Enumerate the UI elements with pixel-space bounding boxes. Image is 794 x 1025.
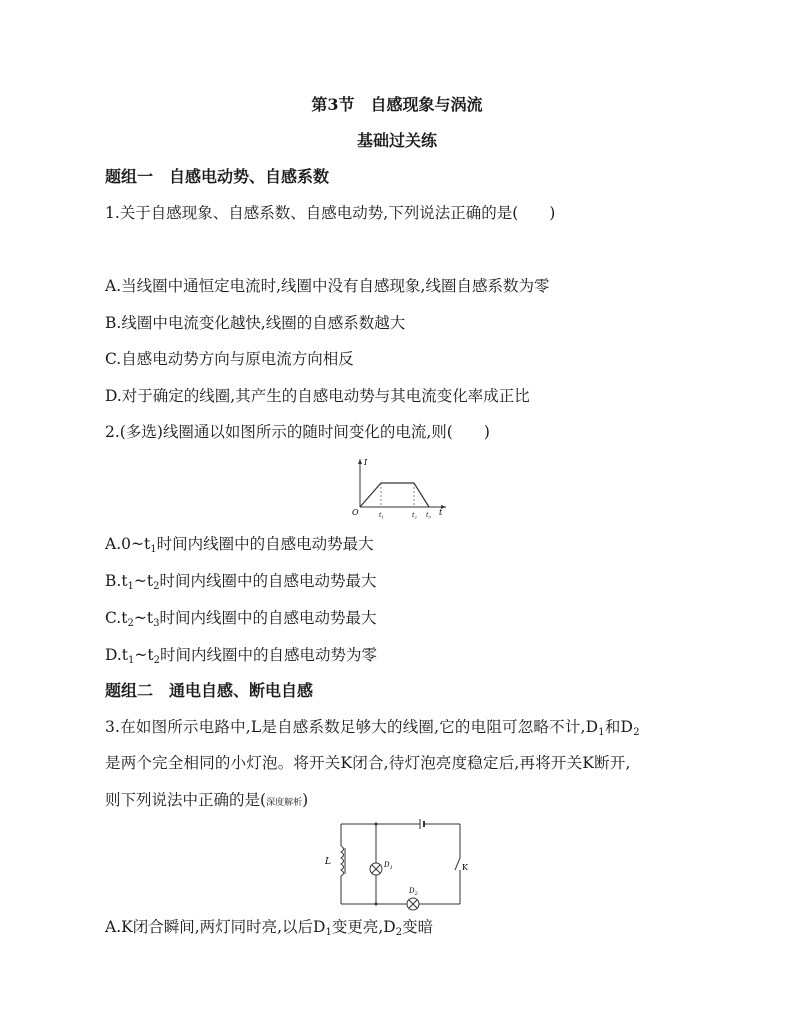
q3-line3: 则下列说法中正确的是(深度解析)	[105, 791, 309, 809]
graph-origin: O	[352, 508, 359, 517]
q2-stem: 2.(多选)线圈通以如图所示的随时间变化的电流,则( )	[105, 423, 490, 441]
q3-line1: 3.在如图所示电路中,L是自感系数足够大的线圈,它的电阻可忽略不计$,D_1$和$D_2$	[105, 718, 640, 738]
graph-tick-t2: $t_2$	[412, 512, 417, 520]
q1-option-a: A.当线圈中通恒定电流时,线圈中没有自感现象,线圈自感系数为零	[105, 277, 550, 295]
q3-option-a: A.K闭合瞬间,两灯同时亮,以后$D_1$变更亮$,D_2$变暗	[105, 918, 434, 938]
q2-option-d: $D.t_1\sim t_2$时间内线圈中的自感电动势为零	[105, 646, 378, 666]
coil-label: L	[325, 857, 331, 867]
q3-line2: 是两个完全相同的小灯泡。将开关K闭合,待灯泡亮度稳定后,再将开关K断开,	[105, 754, 631, 772]
q2-option-b: $B.t_1\sim t_2$时间内线圈中的自感电动势最大	[105, 572, 377, 592]
section-title: 第3节 自感现象与涡流	[311, 95, 483, 114]
q2-option-a: $A.0\sim t_1$时间内线圈中的自感电动势最大	[105, 535, 374, 555]
lamp-d2-label: $D_2$	[409, 887, 418, 897]
group2-heading: 题组二 通电自感、断电自感	[105, 681, 314, 700]
q2-option-c: $C.t_2\sim t_3$时间内线圈中的自感电动势最大	[105, 609, 377, 629]
lamp-d1-label: $D_1$	[384, 861, 393, 871]
q1-option-c: C.自感电动势方向与原电流方向相反	[105, 350, 354, 368]
graph-y-label: I	[364, 458, 368, 467]
graph-tick-t3: $t_3$	[426, 512, 431, 520]
switch-label: K	[462, 863, 468, 872]
graph-tick-t1: $t_1$	[379, 512, 384, 520]
current-time-graph	[350, 455, 450, 521]
group1-heading: 题组一 自感电动势、自感系数	[105, 167, 330, 186]
q1-option-d: D.对于确定的线圈,其产生的自感电动势与其电流变化率成正比	[105, 387, 530, 405]
graph-x-label: t	[439, 508, 443, 517]
circuit-diagram	[316, 818, 466, 908]
q1-stem: 1.关于自感现象、自感系数、自感电动势,下列说法正确的是( )	[105, 204, 556, 222]
subtitle: 基础过关练	[356, 131, 437, 150]
deep-analysis-tag: 深度解析	[266, 798, 303, 808]
q1-option-b: B.线圈中电流变化越快,线圈的自感系数越大	[105, 314, 406, 332]
